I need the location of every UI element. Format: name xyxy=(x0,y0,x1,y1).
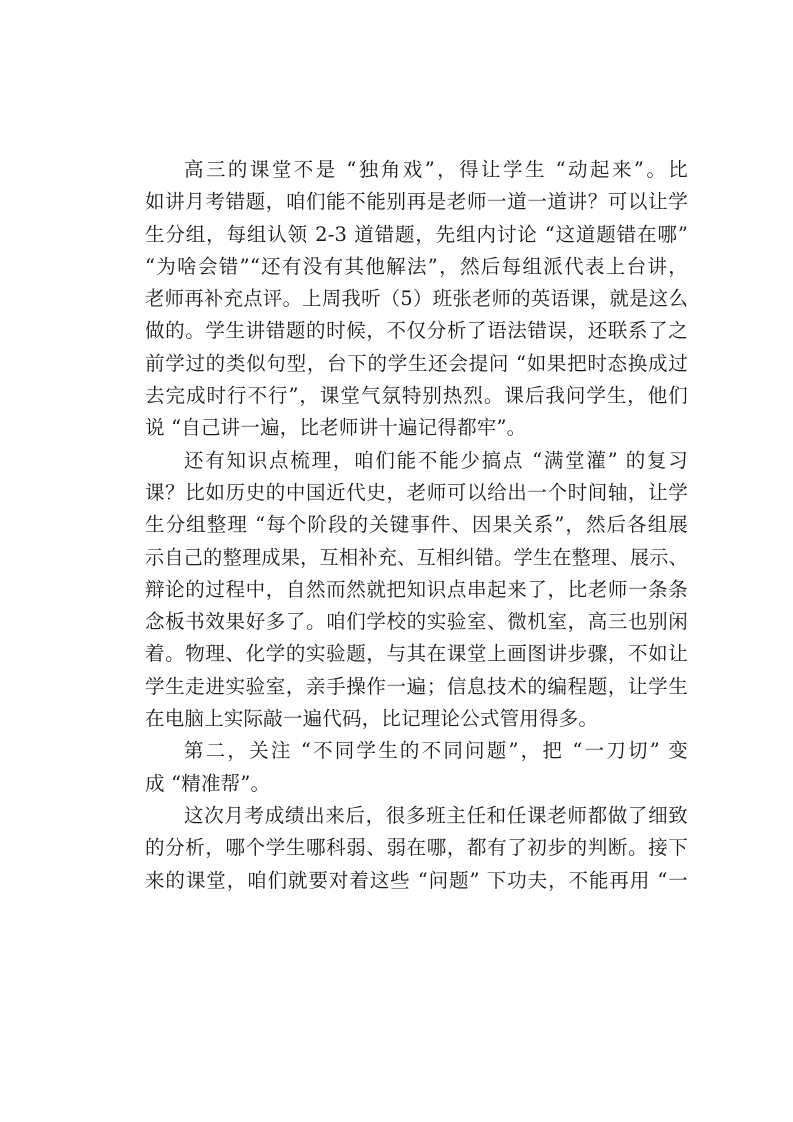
text-line: 示自己的整理成果，互相补充、互相纠错。学生在整理、展示、 xyxy=(145,545,688,569)
document-body xyxy=(106,154,688,897)
text-line: 去完成时行不行”，课堂气氛特别热烈。课后我问学生，他们 xyxy=(145,384,688,408)
text-line: 前学过的类似句型，台下的学生还会提问 “如果把时态换成过 xyxy=(145,351,688,375)
text-line: 着。物理、化学的实验题，与其在课堂上画图讲步骤，不如让 xyxy=(145,642,688,666)
text-line: 成 “精准帮”。 xyxy=(145,771,271,795)
paragraph-exam-analysis xyxy=(106,800,688,897)
paragraph-knowledge-review xyxy=(106,445,688,736)
text-line: 老师再补充点评。上周我听（5）班张老师的英语课，就是这么 xyxy=(145,287,688,311)
text-line: 这次月考成绩出来后，很多班主任和任课老师都做了细致 xyxy=(184,803,688,827)
text-line: “为啥会错”“还有没有其他解法”，然后每组派代表上台讲， xyxy=(145,254,688,278)
paragraph-section-heading-second xyxy=(106,735,688,800)
text-line: 辩论的过程中，自然而然就把知识点串起来了，比老师一条条 xyxy=(145,577,688,601)
text-line: 高三的课堂不是 “独角戏”，得让学生 “动起来”。比 xyxy=(184,158,688,181)
text-line: 还有知识点梳理，咱们能不能少搞点 “满堂灌” 的复习 xyxy=(184,448,688,472)
text-line: 做的。学生讲错题的时候，不仅分析了语法错误，还联系了之 xyxy=(145,319,688,343)
text-line: 生分组，每组认领 2-3 道错题，先组内讨论 “这道题错在哪” xyxy=(145,222,688,246)
text-line: 来的课堂，咱们就要对着这些 “问题” 下功夫，不能再用 “一 xyxy=(145,868,688,892)
text-line: 生分组整理 “每个阶段的关键事件、因果关系”，然后各组展 xyxy=(145,513,688,537)
text-line: 在电脑上实际敲一遍代码，比记理论公式管用得多。 xyxy=(145,707,599,731)
text-line: 说 “自己讲一遍，比老师讲十遍记得都牢”。 xyxy=(145,416,527,440)
text-line: 如讲月考错题，咱们能不能别再是老师一道一道讲？可以让学 xyxy=(145,190,688,214)
text-line: 学生走进实验室，亲手操作一遍；信息技术的编程题，让学生 xyxy=(145,674,688,698)
text-line: 第二，关注 “不同学生的不同问题”，把 “一刀切” 变 xyxy=(184,739,688,763)
text-line: 课？比如历史的中国近代史，老师可以给出一个时间轴，让学 xyxy=(145,480,688,504)
paragraph-classroom-activity xyxy=(106,154,688,445)
text-line: 的分析，哪个学生哪科弱、弱在哪，都有了初步的判断。接下 xyxy=(145,836,688,860)
text-line: 念板书效果好多了。咱们学校的实验室、微机室，高三也别闲 xyxy=(145,610,688,634)
